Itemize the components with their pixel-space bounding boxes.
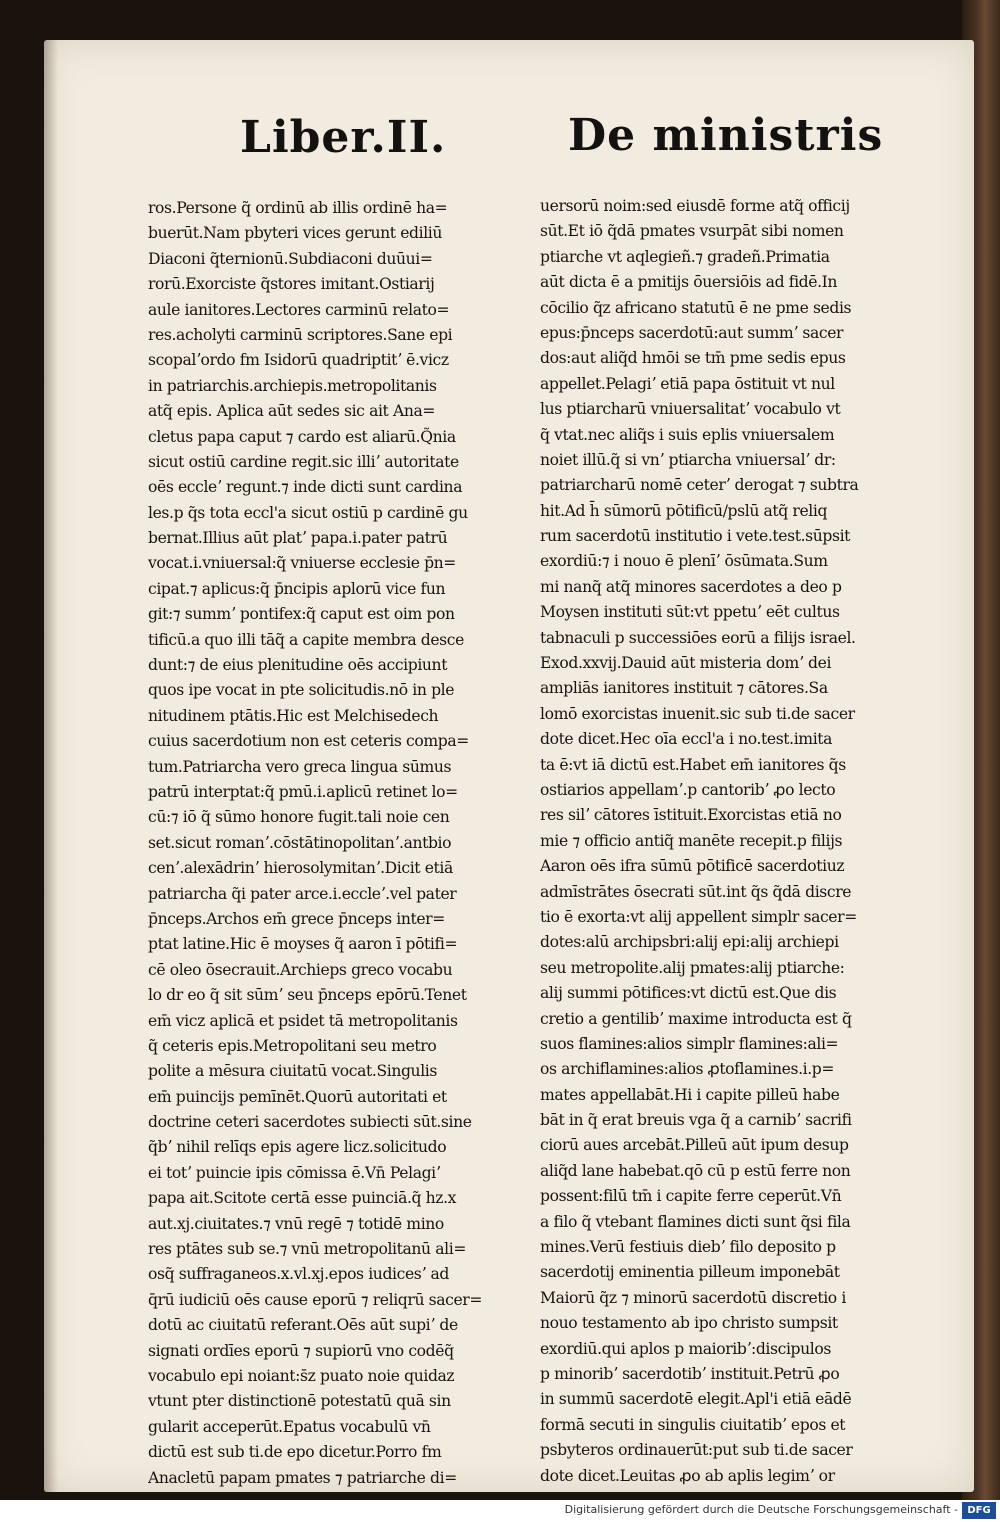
text-line: tum.Patriarcha vero greca lingua sūmus	[148, 757, 452, 776]
text-line: lus ptiarcharū vniuersalitatʼ vocabulo vt	[540, 400, 841, 419]
text-line: bernat.Illius aūt platʼ papa.i.pater patrū	[148, 529, 448, 548]
running-header-right: De ministris	[568, 110, 884, 161]
text-line: in patriarchis.archiepis.metropolitanis	[148, 376, 437, 395]
text-line: set.sicut romanʼ.cōstātinopolitanʼ.antbio	[148, 833, 452, 852]
text-line: in summū sacerdotē elegit.Apl'i etiā eādē	[540, 1390, 852, 1409]
text-line: Maiorū q̃z ⁊ minorū sacerdotū discretio i	[540, 1288, 846, 1307]
text-line: aule ianitores.Lectores carminū relato=	[148, 300, 450, 319]
text-line: sicut ostiū cardine regit.sic illiʼ autoritate	[148, 452, 459, 471]
text-line: Aaron oēs ifra sūmū pōtificē sacerdotiuz	[540, 857, 845, 876]
text-line: aut.xj.ciuitates.⁊ vnū regē ⁊ totidē mino	[148, 1214, 444, 1233]
text-line: p̄nceps.Archos em̄ grece p̄nceps inter=	[148, 909, 445, 928]
text-line: mates appellabāt.Hi i capite pilleū habe	[540, 1085, 840, 1104]
text-line: em̄ puincijs pemīnēt.Quorū autoritati et	[148, 1087, 447, 1106]
text-line: Exod.xxvij.Dauid aūt misteria domʼ dei	[540, 654, 832, 673]
text-line: ei totʼ puincie ipis cōmissa ē.Vn̄ Pelagiʼ	[148, 1163, 441, 1182]
text-line: psbyteros ordinauerūt:put sub ti.de sacer	[540, 1441, 853, 1460]
text-line: gularit acceperūt.Epatus vocabulū vn̄	[148, 1417, 431, 1436]
text-line: cōcilio q̃z africano statutū ē ne pme sedis	[540, 298, 852, 317]
text-line: epus:p̄nceps sacerdotū:aut summʼ sacer	[540, 323, 844, 342]
text-line: ptiarche vt aqlegieñ.⁊ gradeñ.Primatia	[540, 247, 830, 266]
text-line: lomō exorcistas inuenit.sic sub ti.de sacer	[540, 704, 855, 723]
text-line: uersorū noim:sed eiusdē forme atq̃ officij	[540, 197, 850, 215]
text-line: appellet.Pelagiʼ etiā papa ōstituit vt nul	[540, 374, 835, 393]
text-line: patriarcharū nomē ceterʼ derogat ⁊ subtra	[540, 476, 859, 495]
text-line: quos ipe vocat in pte solicitudis.nō in ple	[148, 681, 455, 700]
text-line: formā secuti in singulis ciuitatibʼ epos et	[540, 1415, 846, 1434]
text-line: dunt:⁊ de eius plenitudine oēs accipiunt	[148, 656, 448, 675]
text-line: tio ē exorta:vt alij appellent simplr sacer=	[540, 907, 857, 926]
page-gutter-shadow	[44, 40, 58, 1492]
text-line: mi nanq̃ atq̃ minores sacerdotes a deo p	[540, 577, 842, 596]
text-line: Anacletū papam pmates ⁊ patriarche di=	[148, 1468, 457, 1487]
text-column-right	[540, 194, 910, 1489]
text-line: doctrine ceteri sacerdotes subiecti sūt.sine	[148, 1113, 472, 1132]
text-line: ptat latine.Hic ē moyses q̃ aaron ī pōtifi=	[148, 935, 458, 954]
text-line: cē oleo ōsecrauit.Archieps greco vocabu	[148, 960, 453, 979]
text-line: noiet illū.q̃ si vnʼ ptiarcha vniuersalʼ dr:	[540, 450, 836, 469]
text-line: nouo testamento ab ipo christo sumpsit	[540, 1314, 838, 1333]
text-line: ampliās ianitores instituit ⁊ cātores.Sa	[540, 679, 828, 698]
text-line: os archiflamines:alios ꝓtoflamines.i.p=	[540, 1060, 835, 1079]
text-line: seu metropolite.alij pmates:alij ptiarche:	[540, 958, 845, 977]
text-line: vtunt pter distinctionē potestatū quā sin	[148, 1392, 451, 1411]
text-line: tabnaculi p successiōes eorū a filijs israel.	[540, 628, 856, 647]
text-line: cretio a gentilibʼ maxime introducta est q̃	[540, 1009, 852, 1028]
text-line: em̄ vicz aplicā et psidet tā metropolitanis	[148, 1011, 458, 1030]
text-line: rorū.Exorciste q̃stores imitant.Ostiarij	[148, 275, 435, 294]
text-line: patriarcha q̃i pater arce.i.eccleʼ.vel pater	[148, 884, 457, 903]
text-line: a filo q̃ vtebant flamines dicti sunt q̃si fila	[540, 1212, 851, 1231]
text-line: dote dicet.Hec oīa eccl'a i no.test.imita	[540, 730, 833, 749]
text-line: Moysen instituti sūt:vt ppetuʼ eēt cultus	[540, 603, 840, 622]
text-line: dotes:alū archipsbri:alij epi:alij archiepi	[540, 933, 839, 952]
text-line: vocabulo epi noiant:s̄z puato noie quidaz	[148, 1366, 455, 1385]
text-line: suos flamines:alios simplr flamines:ali=	[540, 1034, 839, 1053]
text-line: q̃ ceteris epis.Metropolitani seu metro	[148, 1036, 437, 1055]
footer-credit: Digitalisierung gefördert durch die Deutsche Forschungsgemeinschaft -	[564, 1503, 958, 1516]
text-line: rum sacerdotū institutio i vete.test.sūpsit	[540, 527, 851, 546]
text-line: ros.Persone q̃ ordinū ab illis ordinē ha=	[148, 199, 448, 217]
text-line: polite a mēsura ciuitatū vocat.Singulis	[148, 1062, 437, 1081]
text-line: ta ē:vt iā dictū est.Habet em̄ ianitores q̃s	[540, 755, 846, 774]
text-line: lo dr eo q̃ sit sūmʼ seu p̄nceps epōrū.Tenet	[148, 986, 467, 1005]
text-line: dictū est sub ti.de epo dicetur.Porro fm	[148, 1443, 442, 1462]
text-line: res ptātes sub se.⁊ vnū metropolitanū ali=	[148, 1240, 466, 1259]
text-column-left	[148, 196, 528, 1491]
text-line: cipat.⁊ aplicus:q̃ p̄ncipis aplorū vice fun	[148, 579, 446, 598]
text-line: buerūt.Nam pbyteri vices gerunt ediliū	[148, 224, 443, 243]
text-line: aūt dicta ē a pmitijs ōuersiōis ad fidē.In	[540, 273, 838, 292]
text-line: cenʼ.alexādrinʼ hierosolymitanʼ.Dicit etiā	[148, 859, 453, 878]
text-line: dotū ac ciuitatū referant.Oēs aūt supiʼ de	[148, 1316, 458, 1335]
text-line: q̄rū iudiciū oēs cause eporū ⁊ reliqrū sacer=	[148, 1290, 483, 1309]
text-line: cuius sacerdotium non est ceteris compa=	[148, 732, 469, 751]
running-header-left: Liber.II.	[240, 112, 447, 163]
text-line: ciorū aues arcebāt.Pilleū aūt ipum desup	[540, 1136, 849, 1155]
text-line: q̃bʼ nihil relīqs epis agere licz.solicitudo	[148, 1138, 447, 1157]
text-line: dote dicet.Leuitas ꝓo ab aplis legimʼ or	[540, 1466, 835, 1485]
text-line: res silʼ cātores īstituit.Exorcistas etiā no	[540, 806, 842, 825]
text-line: papa ait.Scitote certā esse puinciā.q̃ hz.x	[148, 1189, 457, 1208]
text-line: nitudinem ptātis.Hic est Melchisedech	[148, 706, 439, 725]
text-line: scopalʼordo fm Isidorū quadriptitʼ ē.vicz	[148, 351, 449, 370]
text-line: oēs eccleʼ regunt.⁊ inde dicti sunt cardina	[148, 478, 463, 497]
text-line: mines.Verū festiuis diebʼ filo deposito p	[540, 1238, 836, 1257]
text-line: osq̃ suffraganeos.x.vl.xj.epos iudicesʼ ad	[148, 1265, 449, 1284]
text-line: les.p q̃s tota eccl'a sicut ostiū p cardinē gu	[148, 503, 468, 522]
text-line: mie ⁊ officio antiq̃ manēte recepit.p filijs	[540, 831, 843, 850]
text-line: git:⁊ summʼ pontifex:q̃ caput est oim pon	[148, 605, 455, 624]
text-line: alij summi pōtifices:vt dictū est.Que dis	[540, 984, 837, 1003]
text-line: patrū interptat:q̃ pmū.i.aplicū retinet lo=	[148, 782, 458, 801]
text-line: dos:aut aliq̃d hmōi se tm̄ pme sedis epus	[540, 349, 846, 368]
text-line: atq̃ epis. Aplica aūt sedes sic ait Ana=	[148, 402, 436, 421]
text-line: res.acholyti carminū scriptores.Sane epi	[148, 325, 453, 344]
text-line: cū:⁊ iō q̃ sūmo honore fugit.tali noie cen	[148, 808, 450, 827]
text-line: bāt in q̃ erat breuis vga q̃ a carnibʼ sacrifi	[540, 1111, 852, 1130]
text-line: sacerdotij eminentia pilleum imponebāt	[540, 1263, 840, 1282]
text-line: exordiū:⁊ i nouo ē plenīʼ ōsūmata.Sum	[540, 552, 828, 571]
text-line: Diaconi q̃ternionū.Subdiaconi duūui=	[148, 249, 433, 268]
text-line: possent:filū tm̄ i capite ferre ceperūt.Vn̄	[540, 1187, 842, 1206]
text-line: vocat.i.vniuersal:q̃ vniuerse ecclesie p̄n=	[148, 554, 456, 573]
text-line: exordiū.qui aplos p maioribʼ:discipulos	[540, 1339, 831, 1358]
text-line: cletus papa caput ⁊ cardo est aliarū.Q̃nia	[148, 427, 456, 446]
footer-bar	[0, 1500, 1000, 1522]
text-line: aliq̃d lane habebat.qō cū p estū ferre non	[540, 1161, 851, 1180]
text-line: admīstrātes ōsecrati sūt.int q̃s q̃dā discre	[540, 882, 852, 901]
dfg-logo: DFG	[962, 1502, 996, 1519]
text-line: ostiarios appellamʼ.p cantoribʼ ꝓo lecto	[540, 780, 836, 799]
text-line: signati ordīes eporū ⁊ supiorū vno codēq̃	[148, 1341, 454, 1360]
text-line: sūt.Et iō q̃dā pmates vsurpāt sibi nomen	[540, 222, 844, 241]
text-line: p minoribʼ sacerdotibʼ instituit.Petrū ꝓo	[540, 1364, 840, 1383]
text-line: tificū.a quo illi tāq̃ a capite membra desce	[148, 630, 464, 649]
text-line: q̃ vtat.nec aliq̃s i suis eplis vniuersalem	[540, 425, 835, 444]
text-line: hit.Ad h̄ sūmorū pōtificū/pslū atq̃ reliq	[540, 501, 828, 520]
